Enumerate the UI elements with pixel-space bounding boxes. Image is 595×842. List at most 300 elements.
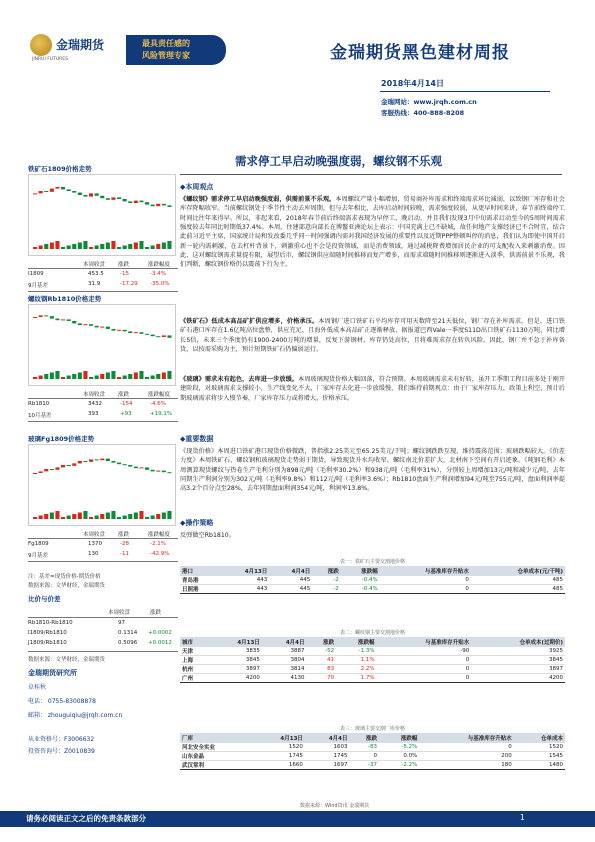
macd-bar (55, 511, 59, 519)
table-header-cell: 本周收盘 (83, 392, 106, 398)
table-cell: 3804 (262, 656, 307, 665)
macd-bar (139, 241, 143, 249)
table-cell: 3925 (471, 647, 565, 656)
table-cell: Fg1809 (28, 541, 49, 547)
table-row (180, 647, 565, 656)
logo-mark-icon (30, 34, 52, 56)
macd-bar (78, 373, 82, 380)
table-cell: -83 (349, 743, 379, 752)
macd-bar (128, 244, 132, 249)
report-title: 金瑞期货黑色建材周报 (330, 43, 510, 63)
macd-bar (151, 516, 155, 520)
table-cell: 9月基差 (28, 283, 48, 289)
candle (128, 465, 132, 467)
table-cell: 1.1% (336, 656, 376, 665)
table-cell: 1370 (88, 541, 102, 547)
candle (33, 193, 37, 194)
table-row (180, 761, 565, 770)
macd-bar (106, 373, 110, 380)
candle (111, 461, 115, 463)
candle (111, 197, 115, 199)
macd-bar (55, 241, 59, 249)
candle (139, 201, 143, 203)
table-cell: 0.0% (379, 752, 419, 761)
candle (128, 331, 132, 333)
table-cell: 4200 (471, 674, 565, 683)
table-cell: -35.0% (150, 281, 170, 287)
macd-bar (156, 374, 160, 379)
sidebar-chart-title: 铁矿石1809价格走势 (28, 165, 92, 173)
macd-bar (39, 516, 43, 520)
table-cell: -2.2% (379, 761, 419, 770)
table-header-cell: 涨跌 (118, 392, 130, 398)
candle (89, 193, 93, 196)
table-divider (28, 421, 178, 422)
table-cell: 393 (88, 411, 99, 417)
candle (44, 469, 48, 471)
table-cell: 天津 (180, 647, 210, 656)
table-cell: 130 (88, 551, 99, 557)
candle (123, 330, 127, 332)
table-header-cell: 涨跌幅度 (148, 262, 171, 268)
table-cell: 0 (377, 674, 472, 683)
table-cell: 4200 (210, 674, 262, 683)
iron-ore-paragraph: 《铁矿石》低成本高品矿扩供应增多，价格承压。本周钢厂进口铁矿石平均库存可用天数降至21天低位，钢厂存在补库需求。但是，进口铁矿石港口库存在1.6亿吨高位盘整，供应充足，且海外低成本高品矿正逐渐释放，据报道巴西Vale一季度S11D出口铁矿石1130万吨，同比增长5倍，未来三个季度仍有1900-2400万吨的增量，反复下游钢材，库存仍处高位，且将难需求存在转负风险。因此，钢厂并不急于补库备货，以按需采购为主，预计短期铁矿石仍偏弱运行。 (180, 318, 565, 354)
website: 金瑞网站：www.jrqh.com.cn (381, 98, 477, 106)
table-cell: 广州 (180, 674, 210, 683)
candle (83, 324, 87, 325)
macd-bar (44, 374, 48, 379)
macd-bar (117, 517, 121, 519)
candle (128, 201, 132, 203)
rebar-paragraph: 《螺纹钢》需求停工早启动晚强度弱，供需前景不乐观。本周螺纹产量小幅增加，贸易商补库需求和终端需求环比减弱，以致钢厂库存和社会库存降幅收窄。当前螺纹钢处于季节性主动去库周期，但与去年相比，去库启动时间较晚，需求强度较弱，从更早时间来讲，春节前终端停工时间比往年来得早。所以，非起来看，2018年春节前后终端需求表现为早停工，晚启动，并且我们发现3月中旬需求启动至今的5周时间需求强度较去年同比时期低37.4%。本周，住建部意向部长在博鳌亚洲论坛上表示：中国充满上已不缺城，故任何地产支撑经济已不合时宜，结合此前习近平主席，国家统计局和发改委几乎同一时间强调内需对我国经济发展的重要性以及近期PPP整顿叫停的消息，我们认为即使中国开启新一轮内需刺激，在去杠杆背景下，刺激重心也不会是投资领域，而是消费领域，通过减税降费增加居民企业的可支配收入来刺激消费。因此，这对螺纹钢需求量提有限，展望后市，螺纹钢供应端随时间推移而复产增多，而需求端随时间推移则逐渐进入淡季，供需前景不乐观，我们判断，螺纹钢价格仍以震荡下行为主。 (180, 196, 565, 269)
table-header-cell: 涨跌幅 (379, 733, 419, 743)
table-cell: 1745 (253, 752, 305, 761)
table-cell: 70 (307, 674, 337, 683)
macd-bar (106, 513, 110, 520)
macd-bar (67, 516, 71, 520)
candle (67, 465, 71, 466)
macd-bar (83, 241, 87, 249)
table-header-cell: 涨跌 (307, 637, 337, 647)
table-header-cell: 涨跌 (349, 733, 379, 743)
ratio-chg: +0.0012 (148, 640, 172, 646)
table-header-cell: 4月13日 (253, 733, 305, 743)
table-cell: 1480 (514, 761, 565, 770)
macd-bar (100, 244, 104, 249)
macd-bar (139, 371, 143, 379)
candle (145, 467, 149, 469)
table-source: 数据来源：Wind资讯 金瑞期货 (300, 803, 370, 809)
candle (95, 459, 99, 460)
candle (100, 196, 104, 198)
macd-bar (44, 514, 48, 519)
candle (78, 461, 82, 463)
table-cell: 200 (419, 752, 513, 761)
macd-bar (39, 246, 43, 250)
macd-bar (72, 514, 76, 519)
table-divider (28, 561, 178, 562)
table-cell: 1660 (253, 761, 305, 770)
header-divider (380, 91, 550, 92)
macd-bar (117, 247, 121, 249)
section-data-title: ◆重要数据 (180, 435, 214, 443)
macd-bar (162, 243, 166, 250)
data-source: 数据来源：文华财经，金瑞期货 (28, 583, 106, 589)
sidebar-chart-title: 玻璃Fg1809价格走势 (28, 435, 95, 443)
table-row (180, 576, 565, 585)
macd-bar (128, 374, 132, 379)
table-caption: 表二：螺纹钢主要交割地价格 (339, 630, 405, 636)
table-cell: 10月基差 (28, 413, 52, 419)
analyst-name: 卓桂秋 (28, 684, 47, 691)
macd-bar (55, 371, 59, 379)
macd-bar (89, 377, 93, 379)
table-header-cell: 港口 (180, 566, 219, 576)
table-cell: 2.2% (336, 665, 376, 674)
candle (72, 321, 76, 323)
candle (61, 319, 65, 320)
candle (156, 336, 160, 337)
license-2: 投资咨询号：Z0010839 (28, 748, 95, 755)
ratio-name: Rb1810-Rb1810 (28, 620, 73, 626)
table-caption: 表一：铁矿石主要交割地价格 (339, 559, 405, 565)
logo-sub: JINRUI FUTURES (32, 57, 68, 62)
ratio-chg: +0.0002 (148, 630, 172, 636)
table-cell: -154 (120, 401, 133, 407)
ratio-source: 数据来源：文华财经，金瑞期货 (28, 657, 106, 663)
table-cell: -5.2% (379, 743, 419, 752)
macd-bar (39, 376, 43, 380)
macd-bar (111, 371, 115, 379)
candle (39, 315, 43, 317)
macd-bar (72, 374, 76, 379)
candlestick-chart (29, 175, 177, 257)
table-cell: -3.4% (150, 271, 166, 277)
macd-bar (134, 243, 138, 250)
table-cell: 0 (380, 576, 471, 585)
candle (39, 471, 43, 473)
candle (78, 193, 82, 195)
table-cell: 0 (380, 585, 471, 594)
table-header-cell: 涨跌 (118, 262, 130, 268)
price-table (180, 733, 565, 770)
table-header-cell: 4月4日 (305, 733, 350, 743)
headline: 需求停工早启动晚强度弱，螺纹钢不乐观 (235, 154, 442, 168)
table-cell: 0 (349, 752, 379, 761)
sidebar-chart-title: 螺纹钢Rb1810价格走势 (28, 295, 102, 303)
table-cell: 0 (377, 656, 472, 665)
macd-bar (67, 376, 71, 380)
macd-bar (61, 247, 65, 249)
candlestick-chart (29, 305, 177, 387)
table-cell: 443 (219, 576, 269, 585)
ratio-header-cell: 涨跌 (150, 610, 162, 616)
candle (167, 472, 171, 473)
macd-bar (44, 244, 48, 249)
table-cell: 3835 (210, 647, 262, 656)
table-divider (28, 268, 178, 269)
table-cell: -15 (120, 271, 129, 277)
table-header-cell: 与基准库存升贴水 (380, 566, 471, 576)
candle (162, 471, 166, 473)
price-table (180, 637, 565, 683)
macd-bar (123, 246, 127, 250)
candle (167, 335, 171, 337)
table-cell: 3814 (262, 665, 307, 674)
headline-divider (180, 174, 562, 175)
candle (95, 193, 99, 195)
table-cell: 485 (471, 585, 565, 594)
candle (162, 204, 166, 206)
macd-bar (83, 511, 87, 519)
table-cell: 山东金晶 (180, 752, 253, 761)
table-cell: 3897 (471, 665, 565, 674)
macd-bar (134, 513, 138, 520)
analyst-email: 邮箱： zhouguiqiu@jrqh.com.cn (28, 712, 123, 719)
license-1: 从业资格号：F3006632 (28, 736, 95, 743)
table-cell: 3897 (210, 665, 262, 674)
candle (134, 201, 138, 203)
table-header-cell: 仓单成本(过期价) (471, 637, 565, 647)
table-divider (28, 398, 178, 399)
table-divider (28, 291, 178, 292)
candle (33, 317, 37, 318)
table-header-cell: 涨跌幅度 (148, 392, 171, 398)
table-row (180, 585, 565, 594)
disclaimer-note: 请务必阅读正文之后的免责条款部分 (26, 814, 146, 823)
candle (106, 327, 110, 329)
candle (72, 191, 76, 193)
candle (151, 470, 155, 472)
table-cell: 453.5 (88, 271, 104, 277)
candle (55, 467, 59, 469)
table-cell: -4.6% (150, 401, 166, 407)
table-header-cell: 本周收盘 (83, 532, 106, 538)
ratio-header-cell: 本周收盘 (108, 610, 131, 616)
table-cell: -42.9% (150, 551, 170, 557)
table-cell: 180 (419, 761, 513, 770)
table-header-cell: 涨跌幅 (341, 566, 380, 576)
research-team: 金瑞期货研究所 (28, 669, 77, 677)
table-cell: -28 (120, 541, 129, 547)
macd-bar (89, 247, 93, 249)
table-cell: 31.9 (88, 281, 101, 287)
table-cell: 3845 (210, 656, 262, 665)
candle (106, 198, 110, 200)
macd-bar (123, 376, 127, 380)
table-row (180, 743, 565, 752)
table-cell: 443 (219, 585, 269, 594)
table-cell: 杭州 (180, 665, 210, 674)
table-row (180, 674, 565, 683)
price-chart (28, 304, 176, 386)
candle (44, 191, 48, 192)
table-cell: 3845 (471, 656, 565, 665)
ratio-divider (28, 617, 178, 618)
candle (111, 329, 115, 331)
candle (72, 463, 76, 465)
table-row (180, 665, 565, 674)
table-cell: 3432 (88, 401, 102, 407)
macd-bar (33, 377, 37, 379)
candle (44, 315, 48, 316)
candle (39, 191, 43, 193)
macd-bar (139, 511, 143, 519)
table-header-cell: 城市 (180, 637, 210, 647)
candle (95, 326, 99, 328)
table-cell: -52 (307, 647, 337, 656)
macd-bar (167, 241, 171, 249)
macd-bar (50, 513, 54, 520)
table-cell: 1.7% (336, 674, 376, 683)
table-divider (28, 538, 178, 539)
macd-bar (100, 514, 104, 519)
macd-bar (145, 377, 149, 379)
ratio-close: 0.1314 (118, 630, 138, 636)
macd-bar (95, 246, 99, 250)
macd-bar (72, 244, 76, 249)
slogan: 最具责任感的 风险管理专家 (142, 39, 190, 60)
macd-bar (78, 513, 82, 520)
table-cell: 1603 (305, 743, 350, 752)
table-cell: 41 (307, 656, 337, 665)
table-cell: -0.4% (341, 585, 380, 594)
macd-bar (95, 516, 99, 520)
table-cell: 1545 (514, 752, 565, 761)
table-header-cell: 涨跌 (312, 566, 341, 576)
candle (156, 471, 160, 472)
candle (61, 187, 65, 189)
macd-bar (111, 511, 115, 519)
candle (123, 464, 127, 465)
macd-bar (33, 517, 37, 519)
candle (151, 335, 155, 337)
table-header-cell: 与基准库存升贴水 (377, 637, 472, 647)
macd-bar (67, 246, 71, 250)
table-cell: -2.1% (150, 541, 166, 547)
table-header-cell: 4月13日 (219, 566, 269, 576)
page-number: 1 (520, 813, 525, 822)
ratio-title: 比价与价差 (28, 595, 61, 603)
candle (55, 187, 59, 189)
candle (139, 467, 143, 468)
table-cell: 445 (269, 576, 312, 585)
table-cell: Rb1810 (28, 401, 50, 407)
price-chart (28, 444, 176, 526)
table-cell: 0 (419, 743, 513, 752)
macd-bar (151, 376, 155, 380)
table-header-cell: 涨跌幅度 (148, 532, 171, 538)
macd-bar (50, 373, 54, 380)
ratio-close: 97 (118, 620, 125, 626)
macd-bar (162, 513, 166, 520)
candle (134, 467, 138, 469)
candle (100, 459, 104, 461)
candlestick-chart (29, 445, 177, 527)
table-cell: 日照港 (180, 585, 219, 594)
data-paragraph: 《现货价格》本周进口铁矿港口现货价格微跌，普指涨2.25美元至65.25美元/干吨；螺纹钢跌跌互现，维持震荡范围；玻璃跌幅较大。《价差力度》本周铁矿石、螺纹钢和玻璃现货走势弱于期货，导致现货升水均收窄。螺纹南北价差扩大，北材南下空间有开启迹象。《吨钢毛利》本周测算现货螺纹与热卷生产毛利分别为898元/吨（毛利率30.2%）和938元/吨（毛利率31%），分别较上周增加13元/吨和减少元/吨，去年同期生产利润分别为302元/吨（毛利率9.8%）和112元/吨（毛利率3.6%）；Rb1810盘面生产利润增加94元/吨至755元/吨，盘面利润率提高3.2个百分点至28%，去年同期盘面利润354元/吨，利润率13.8%。 (180, 448, 565, 493)
table-row (180, 656, 565, 665)
company-logo (30, 30, 120, 66)
table-cell: 83 (307, 665, 337, 674)
macd-bar (100, 374, 104, 379)
candle (55, 319, 59, 321)
report-date: 2018年4月14日 (381, 79, 444, 88)
candle (167, 205, 171, 207)
logo-name: 金瑞期货 (56, 38, 105, 52)
table-cell: 上海 (180, 656, 210, 665)
analyst-phone: 电话： 0755-83008878 (28, 698, 96, 705)
candle (106, 459, 110, 461)
table-header-cell: 厂库 (180, 733, 253, 743)
macd-bar (167, 371, 171, 379)
table-header-cell: 4月4日 (262, 637, 307, 647)
candle (156, 204, 160, 206)
candle (100, 327, 104, 328)
price-chart (28, 174, 176, 256)
ratio-name: J1809/Rb1810 (28, 640, 67, 646)
macd-bar (145, 517, 149, 519)
table-cell: I1809 (28, 271, 44, 277)
candle (67, 189, 71, 191)
candle (139, 332, 143, 334)
table-header-cell: 涨跌幅 (336, 637, 376, 647)
candle (83, 461, 87, 462)
table-cell: 9月基差 (28, 553, 48, 559)
macd-bar (162, 373, 166, 380)
table-cell: -2 (312, 576, 341, 585)
table-cell: 1745 (305, 752, 350, 761)
macd-bar (151, 246, 155, 250)
table-cell: +19.1% (150, 411, 173, 417)
table-header-cell: 仓单成本(元/干吨) (471, 566, 565, 576)
macd-bar (117, 377, 121, 379)
macd-bar (83, 371, 87, 379)
candle (123, 199, 127, 201)
candle (145, 202, 149, 204)
candle (61, 465, 65, 467)
table-cell: -37 (349, 761, 379, 770)
candle (89, 459, 93, 461)
table-cell: 1697 (305, 761, 350, 770)
candle (89, 324, 93, 326)
macd-bar (33, 247, 37, 249)
price-table (180, 566, 565, 594)
macd-bar (134, 373, 138, 380)
strategy-paragraph: 反弹做空Rb1810。 (180, 532, 235, 539)
table-cell: 445 (269, 585, 312, 594)
macd-bar (167, 511, 171, 519)
candle (117, 463, 121, 465)
candle (134, 332, 138, 333)
table-header-cell: 与基准库存升贴水 (419, 733, 513, 743)
candle (78, 323, 82, 325)
report-header (0, 0, 595, 130)
macd-bar (89, 517, 93, 519)
ratio-divider (28, 651, 178, 652)
table-cell: -1.3% (336, 647, 376, 656)
candle (50, 469, 54, 470)
ratio-close: 0.5096 (118, 640, 138, 646)
table-header-cell: 本周收盘 (83, 262, 106, 268)
candle (117, 330, 121, 331)
section-strategy-title: ◆操作策略 (180, 519, 214, 527)
table-header-cell: 4月13日 (210, 637, 262, 647)
table-header-cell: 涨跌 (118, 532, 130, 538)
table-cell: 4130 (262, 674, 307, 683)
macd-bar (50, 243, 54, 250)
